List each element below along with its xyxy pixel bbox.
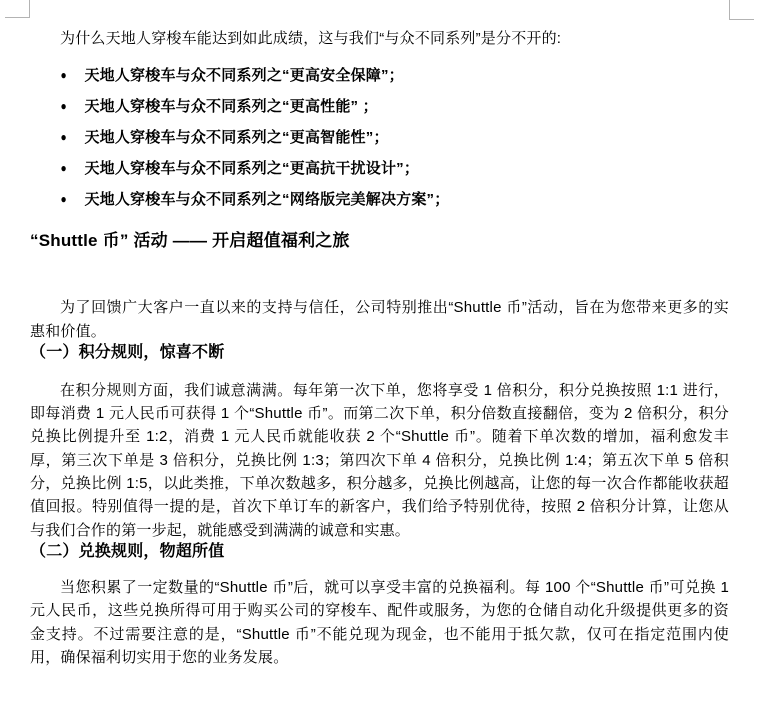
margin-crop-mark-top-left xyxy=(5,17,30,18)
section-2-redeem-rules-paragraph: 当您积累了一定数量的“Shuttle 币”后，就可以享受丰富的兑换福利。每 100 个“Shuttle 币”可兑换 1 元人民币，这些兑换所得可用于购买公司的穿梭车、配件或服务，为您的仓储自动化升级提供更多的资金支持。不过需要注意的是，“Shuttle 币”不能兑现为现金，也不能用于抵欠款，仅可在指定范围内使用，确保福利切实用于您的业务发展。 xyxy=(30,578,729,666)
bullet-icon: ● xyxy=(60,129,67,144)
feature-bullet-item xyxy=(30,59,729,90)
feature-bullet-list xyxy=(30,59,729,214)
activity-intro-paragraph: 为了回馈广大客户一直以来的支持与信任，公司特别推出“Shuttle 币”活动，旨在为您带来更多的实惠和价值。 xyxy=(30,299,729,340)
shuttle-coin-activity-heading: “Shuttle 币” 活动 —— 开启超值福利之旅 xyxy=(30,231,350,251)
intro-paragraph: 为什么天地人穿梭车能达到如此成绩，这与我们“与众不同系列”是分不开的: xyxy=(60,30,562,47)
feature-bullet-item xyxy=(30,152,729,183)
bullet-icon: ● xyxy=(60,98,67,113)
feature-bullet-item xyxy=(30,183,729,214)
feature-bullet-text: 天地人穿梭车与众不同系列之“更高性能” ； xyxy=(84,98,378,116)
section-1-points-rules-heading: （一）积分规则，惊喜不断 xyxy=(30,343,225,361)
section-2-redeem-rules-heading: （二）兑换规则，物超所值 xyxy=(30,542,225,560)
margin-crop-mark-top-right xyxy=(729,19,754,20)
bullet-icon: ● xyxy=(60,160,67,175)
feature-bullet-item xyxy=(30,90,729,121)
feature-bullet-item xyxy=(30,121,729,152)
section-1-points-rules-paragraph: 在积分规则方面，我们诚意满满。每年第一次下单，您将享受 1 倍积分，积分兑换按照 1:1 进行，即每消费 1 元人民币可获得 1 个“Shuttle 币”。而第二次下单，积分倍数直接翻倍，变为 2 倍积分，积分兑换比例提升至 1:2，消费 1 元人民币就能收获 2 个“Shuttle 币”。随着下单次数的增加，福利愈发丰厚，第三次下单是 3 倍积分，兑换比例 1:3；第四次下单 4 倍积分，兑换比例 1:4；第五次下单 5 倍积分，兑换比例 1:5，以此类推，下单次数越多，积分越多，兑换比例越高，让您的每一次合作都能收获超值回报。特别值得一提的是，首次下单订车的新客户，我们给予特别优待，按照 2 倍积分计算，让您从与我们合作的第一步起，就能感受到满满的诚意和实惠。 xyxy=(30,381,729,539)
margin-crop-mark-top-right xyxy=(729,0,730,19)
margin-crop-mark-top-left xyxy=(29,0,30,17)
feature-bullet-text: 天地人穿梭车与众不同系列之“更高智能性”； xyxy=(84,129,389,147)
bullet-icon: ● xyxy=(60,191,67,206)
feature-bullet-text: 天地人穿梭车与众不同系列之“网络版完美解决方案”； xyxy=(84,191,450,209)
feature-bullet-text: 天地人穿梭车与众不同系列之“更高安全保障”； xyxy=(84,67,404,85)
bullet-icon: ● xyxy=(60,67,67,82)
feature-bullet-text: 天地人穿梭车与众不同系列之“更高抗干扰设计”； xyxy=(84,160,420,178)
